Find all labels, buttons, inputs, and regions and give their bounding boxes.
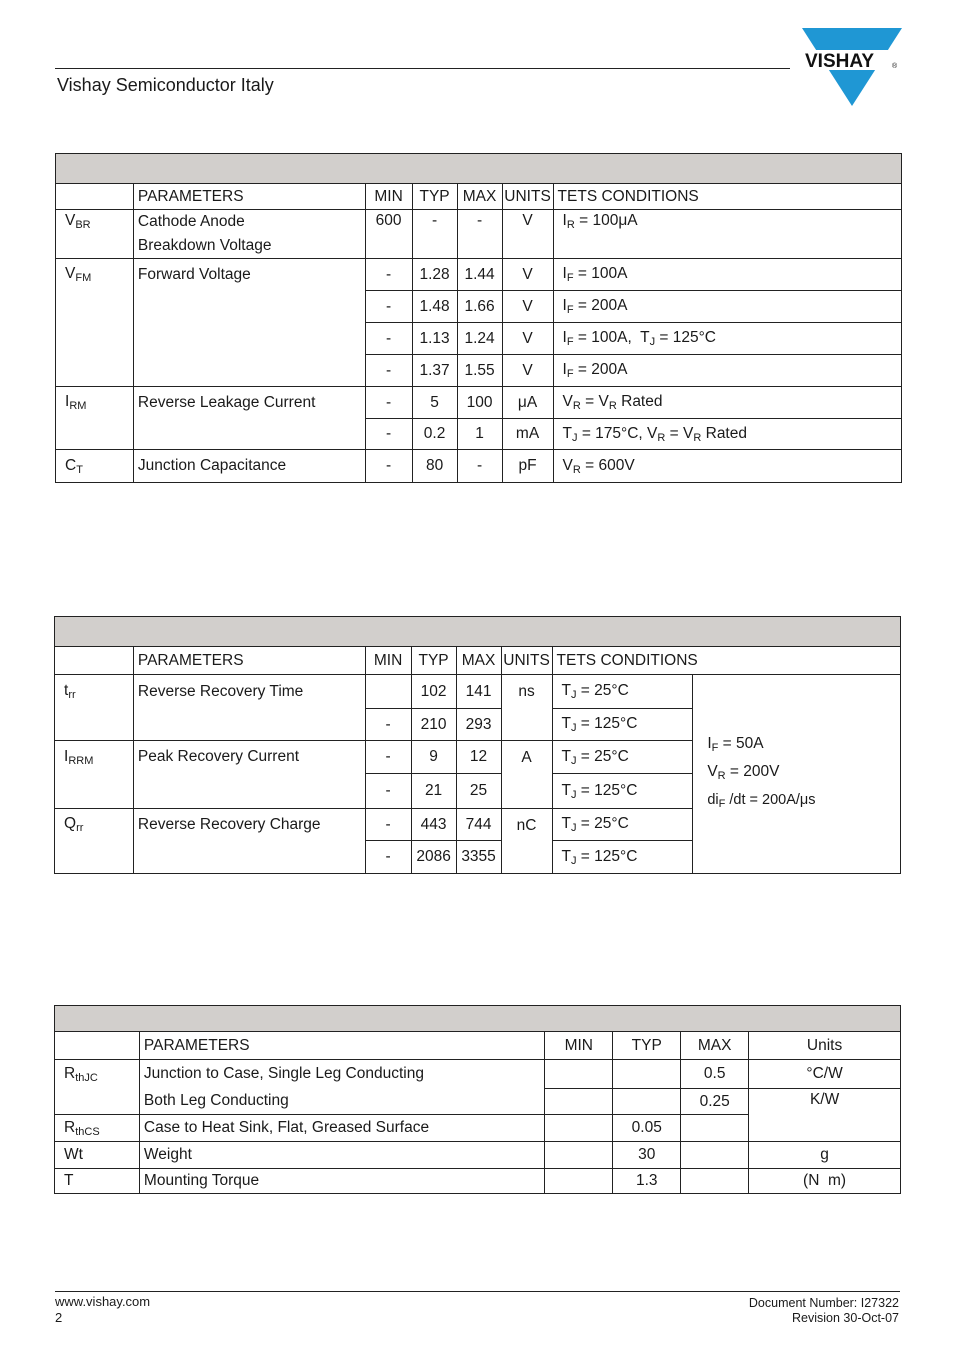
table-row: $C_T$ Junction Capacitance - 80 - pF $V_R = 600V$ [56, 450, 902, 483]
table-row: - 1.48 1.66 V $I_F = 200A$ [56, 291, 902, 323]
svg-text:VISHAY: VISHAY [805, 51, 874, 72]
table-row: $t_{rr}$ Reverse Recovery Time 102 141 ns $T_J = 25^\circ C$ $I_F = 50A$ $V_R = 200V$ $di_F$ /dt = 200A/μs [55, 675, 901, 709]
table-row: Both Leg Conducting 0.25 K/W [55, 1089, 901, 1115]
document-number: Document Number: I27322 [748, 1296, 899, 1310]
footer-rule [55, 1291, 900, 1292]
col-header-conditions: TETS CONDITIONS [552, 647, 900, 675]
thermal-mechanical-table [54, 1005, 901, 1194]
table-row: $V_{BR}$ Cathode Anode Breakdown Voltage 600 - - V $I_R = 100\mu A$ [56, 210, 902, 259]
table-row: - 1.13 1.24 V $I_F = 100A$, $T_J = 125^\circ C$ [56, 323, 902, 355]
table-row: - 0.2 1 mA $T_J = 175^\circ C$, $V_R = V_R$ Rated [56, 419, 902, 450]
col-header-max: MAX [681, 1032, 749, 1060]
table-title-band [55, 1006, 901, 1032]
table-row: $R_{thCS}$ Case to Heat Sink, Flat, Greased Surface 0.05 [55, 1115, 901, 1142]
table-row: $I_{RRM}$ Peak Recovery Current - 9 12 A $T_J = 25^\circ C$ [55, 741, 901, 774]
table-row: T Mounting Torque 1.3 (N m) [55, 1169, 901, 1194]
electrical-specs-table [55, 153, 902, 483]
table-row: - 2086 3355 $T_J = 125^\circ C$ [55, 841, 901, 874]
col-header-parameters: PARAMETERS [133, 647, 365, 675]
recovery-specs-table [54, 616, 901, 874]
table-title-band [56, 154, 902, 184]
table-title-band [55, 617, 901, 647]
col-header-parameters: PARAMETERS [133, 184, 365, 210]
col-header-max: MAX [456, 647, 501, 675]
col-header-conditions: TETS CONDITIONS [553, 184, 901, 210]
footer-right [749, 1296, 899, 1326]
vishay-logo [802, 28, 902, 108]
header-rule [55, 68, 790, 69]
col-header-min: MIN [545, 1032, 613, 1060]
table-row: - 210 293 $T_J = 125^\circ C$ [55, 709, 901, 741]
company-name: Vishay Semiconductor Italy [57, 75, 274, 95]
revision: Revision 30-Oct-07 [792, 1311, 899, 1325]
col-header-min: MIN [365, 184, 412, 210]
table-row: - 21 25 $T_J = 125^\circ C$ [55, 774, 901, 809]
col-header-typ: TYP [613, 1032, 681, 1060]
footer-left [55, 1294, 150, 1326]
col-header-units: UNITS [501, 647, 552, 675]
col-header-typ: TYP [411, 647, 456, 675]
col-header-parameters: PARAMETERS [139, 1032, 544, 1060]
common-conditions: $I_F = 50A$ $V_R = 200V$ $di_F$ /dt = 200A/μs [693, 675, 901, 874]
table-row: Wt Weight 30 g [55, 1142, 901, 1169]
table-row: - 1.37 1.55 V $I_F = 200A$ [56, 355, 902, 387]
col-header-min: MIN [365, 647, 411, 675]
svg-text:®: ® [892, 63, 898, 70]
table-row: $I_{RM}$ Reverse Leakage Current - 5 100 μA $V_R = V_R$ Rated [56, 387, 902, 419]
col-header-typ: TYP [412, 184, 457, 210]
table-row: $R_{thJC}$ Junction to Case, Single Leg Conducting 0.5 °C/W [55, 1060, 901, 1089]
website-link[interactable]: www.vishay.com [55, 1294, 151, 1309]
col-header-units: Units [749, 1032, 901, 1060]
table-row: $Q_{rr}$ Reverse Recovery Charge - 443 744 nC $T_J = 25^\circ C$ [55, 809, 901, 841]
col-header-units: UNITS [502, 184, 553, 210]
page-number: 2 [55, 1310, 63, 1325]
table-row: $V_{FM}$ Forward Voltage - 1.28 1.44 V $I_F = 100A$ [56, 259, 902, 291]
col-header-max: MAX [457, 184, 502, 210]
